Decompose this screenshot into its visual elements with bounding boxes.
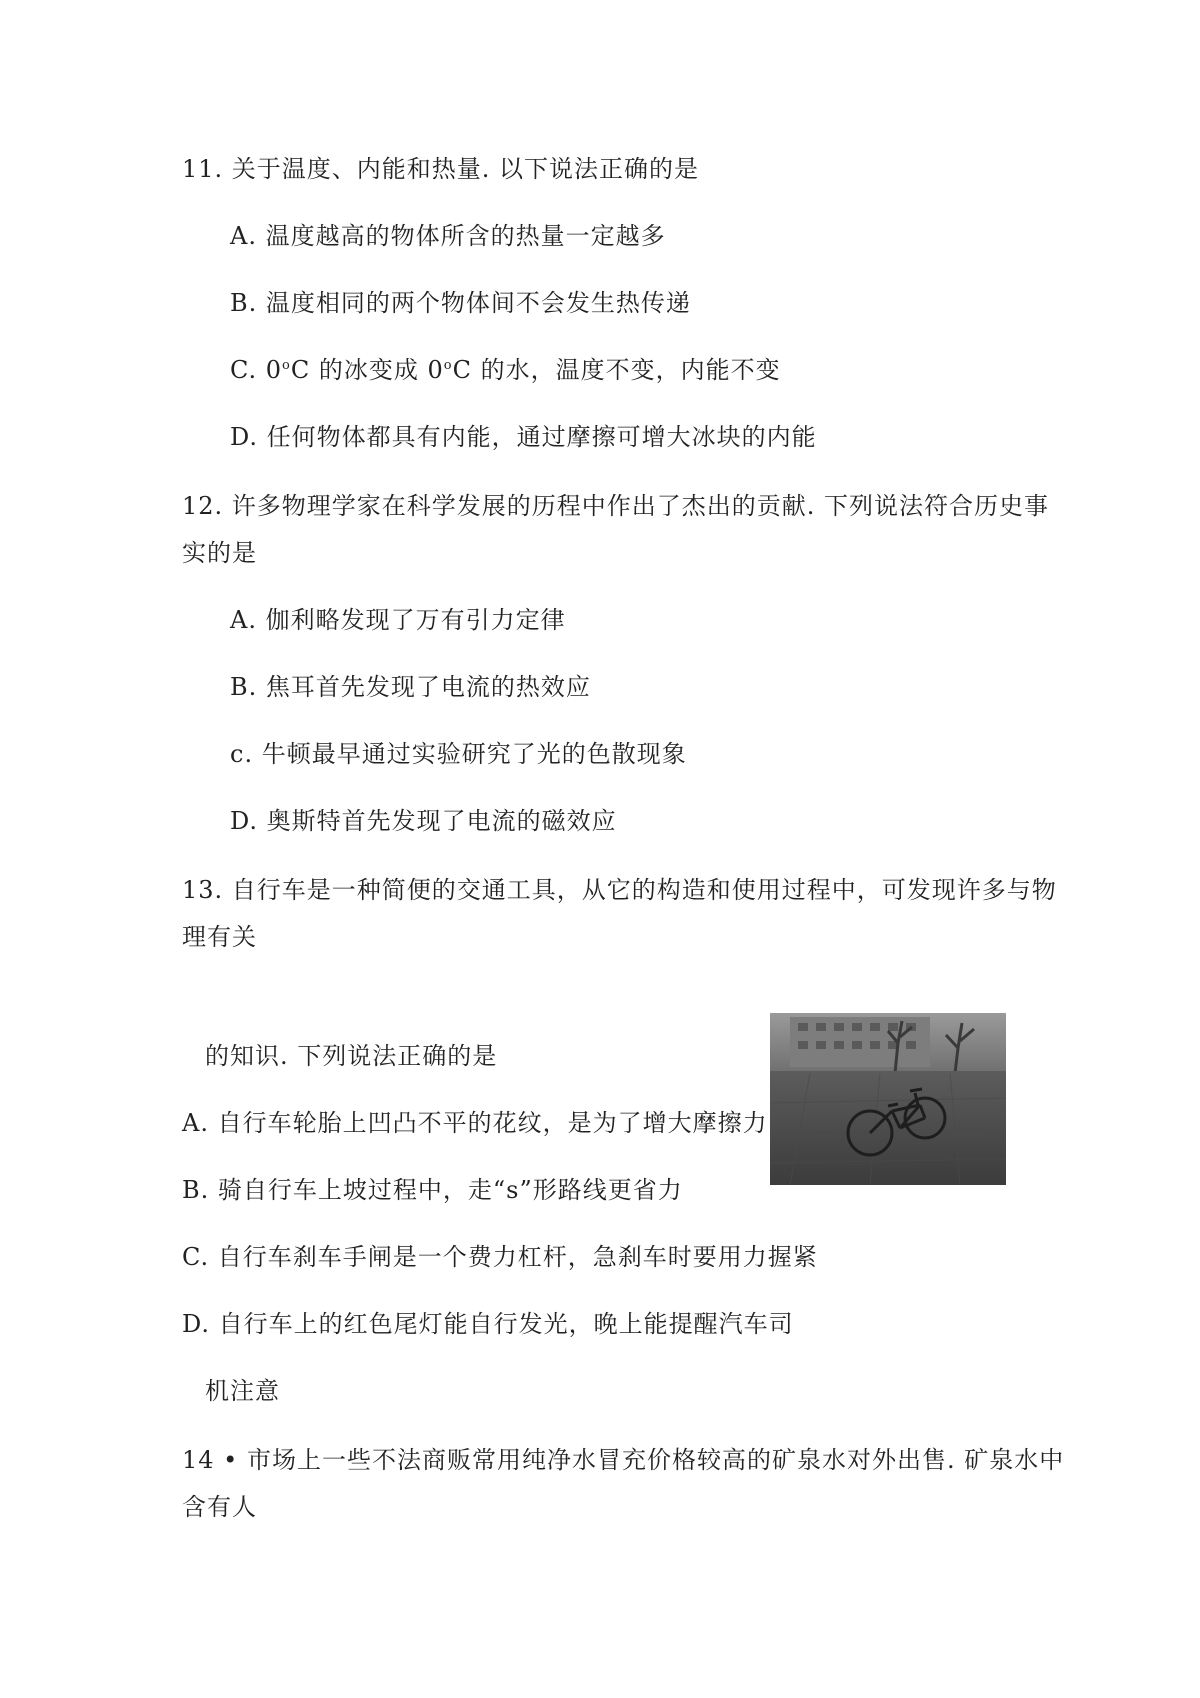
q11-c-mid: C 的冰变成 0 [290, 356, 444, 384]
q13-stem-line1: 13. 自行车是一种简便的交通工具，从它的构造和使用过程中，可发现许多与物 [182, 876, 1057, 904]
bicycle-photo-image [770, 1013, 1006, 1185]
q12-option-c: c. 牛顿最早通过实验研究了光的色散现象 [230, 740, 687, 768]
bicycle-photo [770, 1013, 1006, 1185]
q13-stem-line2: 理有关 [182, 923, 257, 951]
q13-option-d-line1: D. 自行车上的红色尾灯能自行发光，晚上能提醒汽车司 [182, 1310, 794, 1338]
q13-option-b: B. 骑自行车上坡过程中，走“s”形路线更省力 [182, 1176, 683, 1204]
q11-c-prefix: C. 0 [230, 356, 283, 384]
q14-stem-line1: 14 • 市场上一些不法商贩常用纯净水冒充价格较高的矿泉水对外出售. 矿泉水中 [182, 1446, 1065, 1474]
q11-option-a: A. 温度越高的物体所含的热量一定越多 [230, 222, 666, 250]
degree-sup: o [282, 358, 291, 373]
q11-stem: 11. 关于温度、内能和热量. 以下说法正确的是 [182, 155, 700, 183]
q13-stem-line3: 的知识. 下列说法正确的是 [205, 1042, 498, 1070]
q13-option-d-line2: 机注意 [205, 1377, 280, 1405]
q12-option-d: D. 奥斯特首先发现了电流的磁效应 [230, 807, 617, 835]
q12-stem-line2: 实的是 [182, 539, 257, 567]
q12-option-b: B. 焦耳首先发现了电流的热效应 [230, 673, 591, 701]
q11-option-d: D. 任何物体都具有内能，通过摩擦可增大冰块的内能 [230, 423, 817, 451]
q13-option-a: A. 自行车轮胎上凹凸不平的花纹，是为了增大摩擦力 [182, 1109, 768, 1137]
q11-option-b: B. 温度相同的两个物体间不会发生热传递 [230, 289, 691, 317]
degree-sup: o [443, 358, 453, 373]
q11-option-c [230, 355, 781, 385]
q14-stem-line2: 含有人 [182, 1493, 257, 1521]
q12-stem-line1: 12. 许多物理学家在科学发展的历程中作出了杰出的贡献. 下列说法符合历史事 [182, 492, 1050, 520]
q12-option-a: A. 伽利略发现了万有引力定律 [230, 606, 566, 634]
q11-c-suffix: C 的水，温度不变，内能不变 [452, 356, 781, 384]
q13-option-c: C. 自行车刹车手闸是一个费力杠杆，急刹车时要用力握紧 [182, 1243, 818, 1271]
